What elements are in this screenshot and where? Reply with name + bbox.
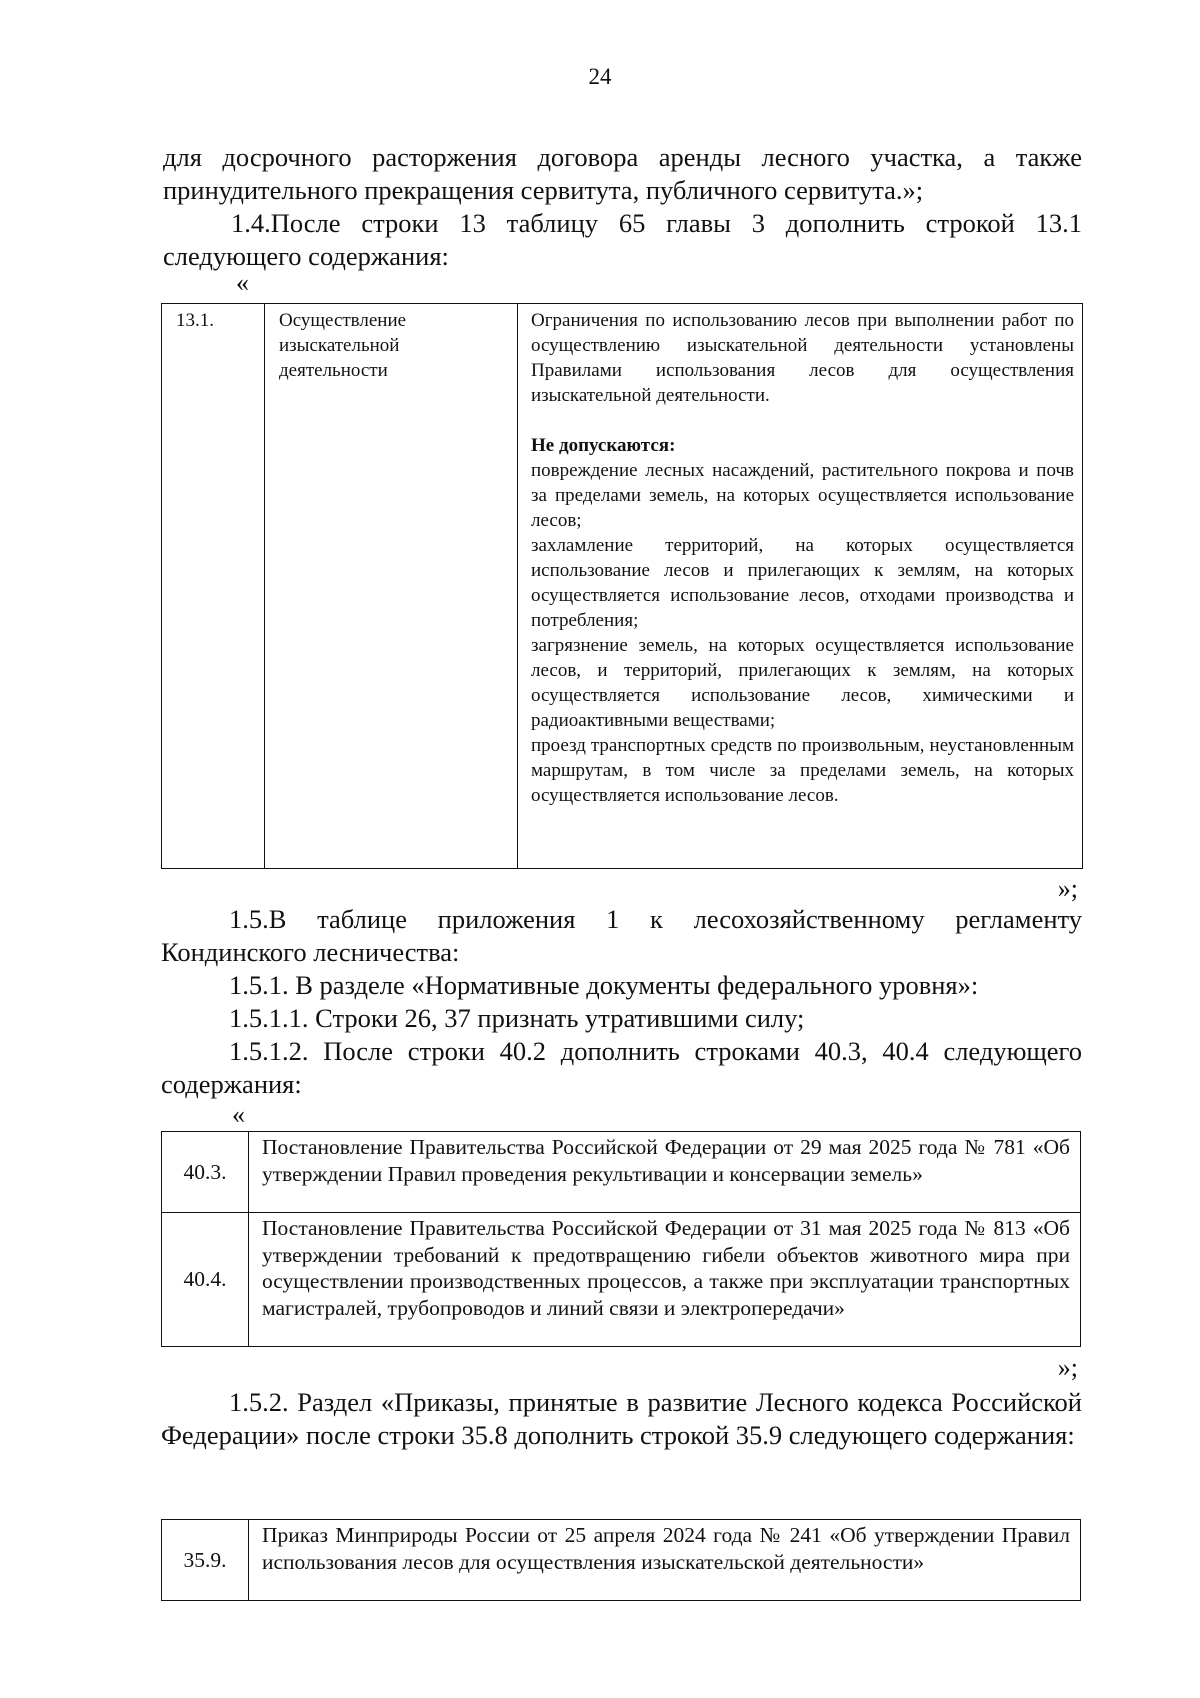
table-row-35-9: [161, 1519, 1081, 1601]
paragraph-1-5-text: 1.5.В таблице приложения 1 к лесохозяйственному регламенту Кондинского лесничества:: [161, 904, 1082, 967]
paragraph-continuation: для досрочного расторжения договора аренды лесного участка, а также принудительного прекращения сервитута, публичного сервитута.»;: [163, 142, 1082, 205]
row-text: Постановление Правительства Российской Федерации от 31 мая 2025 года № 813 «Об утверждении требований к предотвращению гибели объектов животного мира при осуществлении производственных процессов, а также при эксплуатации транспортных магистралей, трубопроводов и линий связи и электропередачи»: [249, 1213, 1081, 1347]
row-text: Приказ Минприроды России от 25 апреля 2024 года № 241 «Об утверждении Правил использования лесов для осуществления изыскательской деятельности»: [249, 1520, 1081, 1601]
paragraph-1-5-2: [161, 1386, 1082, 1452]
paragraph-1-5-2-text: 1.5.2. Раздел «Приказы, принятые в развитие Лесного кодекса Российской Федерации» после строки 35.8 дополнить строкой 35.9 следующего содержания:: [161, 1387, 1082, 1450]
paragraph-1-4: [163, 207, 1082, 273]
list-item: загрязнение земель, на которых осуществляется использование лесов, и территорий, прилегающих к землям, на которых осуществляется использование лесов, химическими и радиоактивными веществами;: [531, 635, 1074, 731]
restriction-text: Ограничения по использованию лесов при выполнении работ по осуществлению изыскательной деятельности установлены Правилами использования лесов для осуществления изыскательной деятельности.: [531, 310, 1074, 406]
table-row: [162, 1213, 1081, 1347]
restrictions-cell: [518, 304, 1083, 869]
row-number: 40.3.: [162, 1132, 249, 1213]
paragraph-1-5-1-1: 1.5.1.1. Строки 26, 37 признать утратившими силу;: [229, 1003, 805, 1033]
close-quote: »;: [1057, 874, 1078, 903]
table-rows-40: [161, 1131, 1081, 1347]
paragraph-1-5-1-2-text: 1.5.1.2. После строки 40.2 дополнить строками 40.3, 40.4 следующего содержания:: [161, 1036, 1082, 1099]
row-text: Постановление Правительства Российской Федерации от 29 мая 2025 года № 781 «Об утверждении Правил проведения рекультивации и консервации земель»: [249, 1132, 1081, 1213]
paragraph-1-4-text: 1.4.После строки 13 таблицу 65 главы 3 дополнить строкой 13.1 следующего содержания:: [163, 208, 1082, 271]
row-number: 40.4.: [162, 1213, 249, 1347]
row-number: 35.9.: [162, 1520, 249, 1601]
not-allowed-heading: Не допускаются:: [531, 435, 676, 456]
table-row-13-1: [161, 303, 1083, 869]
list-item: захламление территорий, на которых осуществляется использование лесов и прилегающих к землям, на которых осуществляется использование лесов, отходами производства и потребления;: [531, 535, 1074, 631]
table-row: [162, 1520, 1081, 1601]
close-quote: »;: [1057, 1353, 1078, 1382]
paragraph-1-5: [161, 903, 1082, 969]
list-item: проезд транспортных средств по произвольным, неустановленным маршрутам, в том числе за пределами земель, на которых осуществляется использование лесов.: [531, 735, 1074, 806]
row-number: 13.1.: [162, 304, 265, 869]
paragraph-1-5-1: 1.5.1. В разделе «Нормативные документы федерального уровня»:: [229, 970, 979, 1000]
page-number: 24: [588, 64, 612, 89]
list-item: повреждение лесных насаждений, растительного покрова и почв за пределами земель, на которых осуществляется использование лесов;: [531, 460, 1074, 531]
open-quote: «: [236, 268, 249, 297]
paragraph-1-5-1-2: [161, 1035, 1082, 1101]
table-row: [162, 1132, 1081, 1213]
activity-type: Осуществление изыскательной деятельности: [265, 304, 518, 869]
open-quote: «: [232, 1100, 245, 1129]
